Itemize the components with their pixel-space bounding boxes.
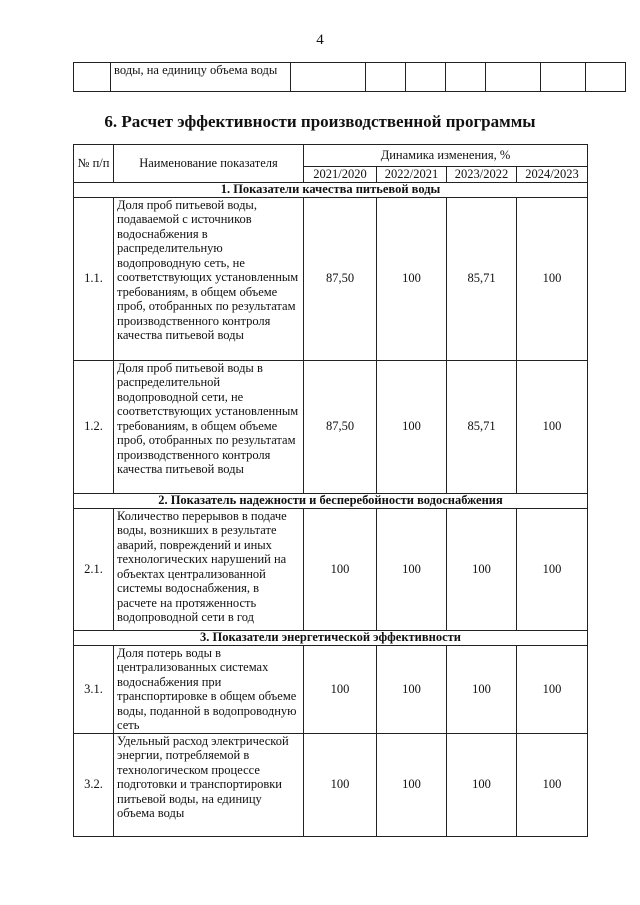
table-row xyxy=(74,645,588,733)
page-number: 4 xyxy=(316,32,324,48)
indicator-value: 100 xyxy=(517,360,588,493)
indicator-name: Доля потерь воды в централизованных системах водоснабжения при транспортировке в общем объеме воды, поданной в водопроводную сеть xyxy=(114,645,304,733)
column-header-period: 2022/2021 xyxy=(377,167,447,183)
indicator-value: 100 xyxy=(517,197,588,360)
indicator-name: Доля проб питьевой воды, подаваемой с источников водоснабжения в распределительную водопроводную сеть, не соответствующих установленным требованиям, в общем объеме проб, отобранных по результатам производственного контроля качества питьевой воды xyxy=(114,197,304,360)
indicator-value: 100 xyxy=(377,508,447,630)
indicator-value: 100 xyxy=(304,733,377,836)
column-header-period: 2023/2022 xyxy=(447,167,517,183)
page-title: 6. Расчет эффективности производственной программы xyxy=(104,112,536,131)
column-header-dynamics: Динамика изменения, % xyxy=(304,145,588,167)
column-header-number: № п/п xyxy=(74,145,114,183)
indicator-value: 100 xyxy=(377,360,447,493)
indicator-name: Доля проб питьевой воды в распределительной водопроводной сети, не соответствующих установленным требованиям, в общем объеме проб, отобранных по результатам производственного контроля качества питьевой воды xyxy=(114,360,304,493)
row-number: 2.1. xyxy=(74,508,114,630)
previous-table-fragment xyxy=(73,62,626,92)
indicator-value: 100 xyxy=(377,197,447,360)
row-number: 1.2. xyxy=(74,360,114,493)
table-row xyxy=(74,197,588,360)
table-row xyxy=(74,733,588,836)
indicator-value: 87,50 xyxy=(304,197,377,360)
fragment-text: воды, на единицу объема воды xyxy=(111,63,291,92)
section-title: 2. Показатель надежности и бесперебойности водоснабжения xyxy=(74,493,588,508)
indicator-value: 100 xyxy=(304,645,377,733)
indicator-value: 100 xyxy=(377,733,447,836)
row-number: 3.2. xyxy=(74,733,114,836)
column-header-period: 2024/2023 xyxy=(517,167,588,183)
indicator-value: 100 xyxy=(447,645,517,733)
indicator-value: 85,71 xyxy=(447,197,517,360)
indicator-value: 100 xyxy=(304,508,377,630)
indicator-value: 100 xyxy=(517,733,588,836)
header-row xyxy=(74,145,588,167)
section-row xyxy=(74,182,588,197)
indicator-value: 85,71 xyxy=(447,360,517,493)
table-row xyxy=(74,508,588,630)
indicator-value: 87,50 xyxy=(304,360,377,493)
column-header-period: 2021/2020 xyxy=(304,167,377,183)
indicator-value: 100 xyxy=(447,733,517,836)
section-title: 1. Показатели качества питьевой воды xyxy=(74,182,588,197)
section-row xyxy=(74,493,588,508)
indicator-value: 100 xyxy=(517,508,588,630)
indicator-name: Удельный расход электрической энергии, потребляемой в технологическом процессе подготовки и транспортировки питьевой воды, на единицу объема воды xyxy=(114,733,304,836)
efficiency-table xyxy=(73,144,588,837)
row-number: 3.1. xyxy=(74,645,114,733)
indicator-value: 100 xyxy=(517,645,588,733)
indicator-name: Количество перерывов в подаче воды, возникших в результате аварий, повреждений и иных технологических нарушений на объектах централизованной системы водоснабжения, в расчете на протяженность водопроводной сети в год xyxy=(114,508,304,630)
section-title: 3. Показатели энергетической эффективности xyxy=(74,630,588,645)
column-header-name: Наименование показателя xyxy=(114,145,304,183)
table-row xyxy=(74,360,588,493)
row-number: 1.1. xyxy=(74,197,114,360)
section-row xyxy=(74,630,588,645)
indicator-value: 100 xyxy=(447,508,517,630)
indicator-value: 100 xyxy=(377,645,447,733)
